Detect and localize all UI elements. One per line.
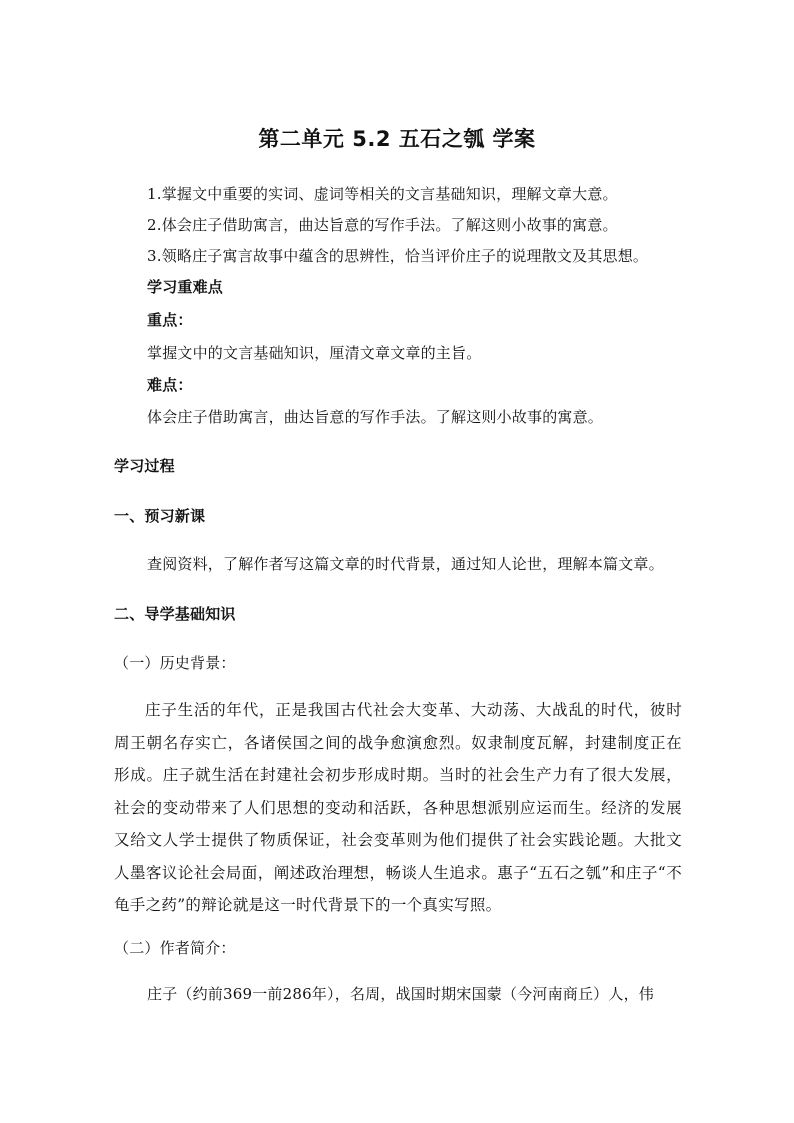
difficult-point-text: 体会庄子借助寓言，曲达旨意的写作手法。了解这则小故事的寓意。: [147, 408, 604, 426]
section-2-heading: 二、导学基础知识: [114, 605, 236, 623]
author-heading: （二）作者简介：: [114, 939, 236, 957]
objective-3: 3.领略庄子寓言故事中蕴含的思辨性，恰当评价庄子的说理散文及其思想。: [147, 247, 649, 265]
page-title: 第二单元 5.2 五石之瓠 学案: [258, 127, 536, 151]
objective-2: 2.体会庄子借助寓言，曲达旨意的写作手法。了解这则小故事的寓意。: [147, 216, 618, 234]
difficult-point-label: 难点：: [147, 376, 193, 394]
key-point-text: 掌握文中的文言基础知识，厘清文章文章的主旨。: [147, 344, 482, 362]
section-1-text: 查阅资料，了解作者写这篇文章的时代背景，通过知人论世，理解本篇文章。: [147, 555, 664, 573]
section-1-heading: 一、预习新课: [114, 507, 206, 525]
key-difficult-heading: 学习重难点: [147, 278, 224, 296]
history-paragraph: 庄子生活的年代，正是我国古代社会大变革、大动荡、大战乱的时代，彼时周王朝名存实亡，各诸侯国之间的战争愈演愈烈。奴隶制度瓦解，封建制度正在形成。庄子就生活在封建社会初步形成时期。当时的社会生产力有了很大发展，社会的变动带来了人们思想的变动和活跃，各种思想派别应运而生。经济的发展又给文人学士提供了物质保证，社会变革则为他们提供了社会实践论题。大批文人墨客议论社会局面，阐述政治理想，畅谈人生追求。惠子“五石之瓠”和庄子“不龟手之药”的辩论就是这一时代背景下的一个真实写照。: [114, 701, 682, 914]
key-point-label: 重点：: [147, 311, 193, 329]
objective-1: 1.掌握文中重要的实词、虚词等相关的文言基础知识，理解文章大意。: [147, 185, 618, 203]
author-paragraph: 庄子（约前369一前286年），名周，战国时期宋国蒙（今河南商丘）人，伟: [147, 985, 654, 1003]
history-heading: （一）历史背景：: [114, 654, 236, 672]
process-heading: 学习过程: [114, 457, 175, 475]
